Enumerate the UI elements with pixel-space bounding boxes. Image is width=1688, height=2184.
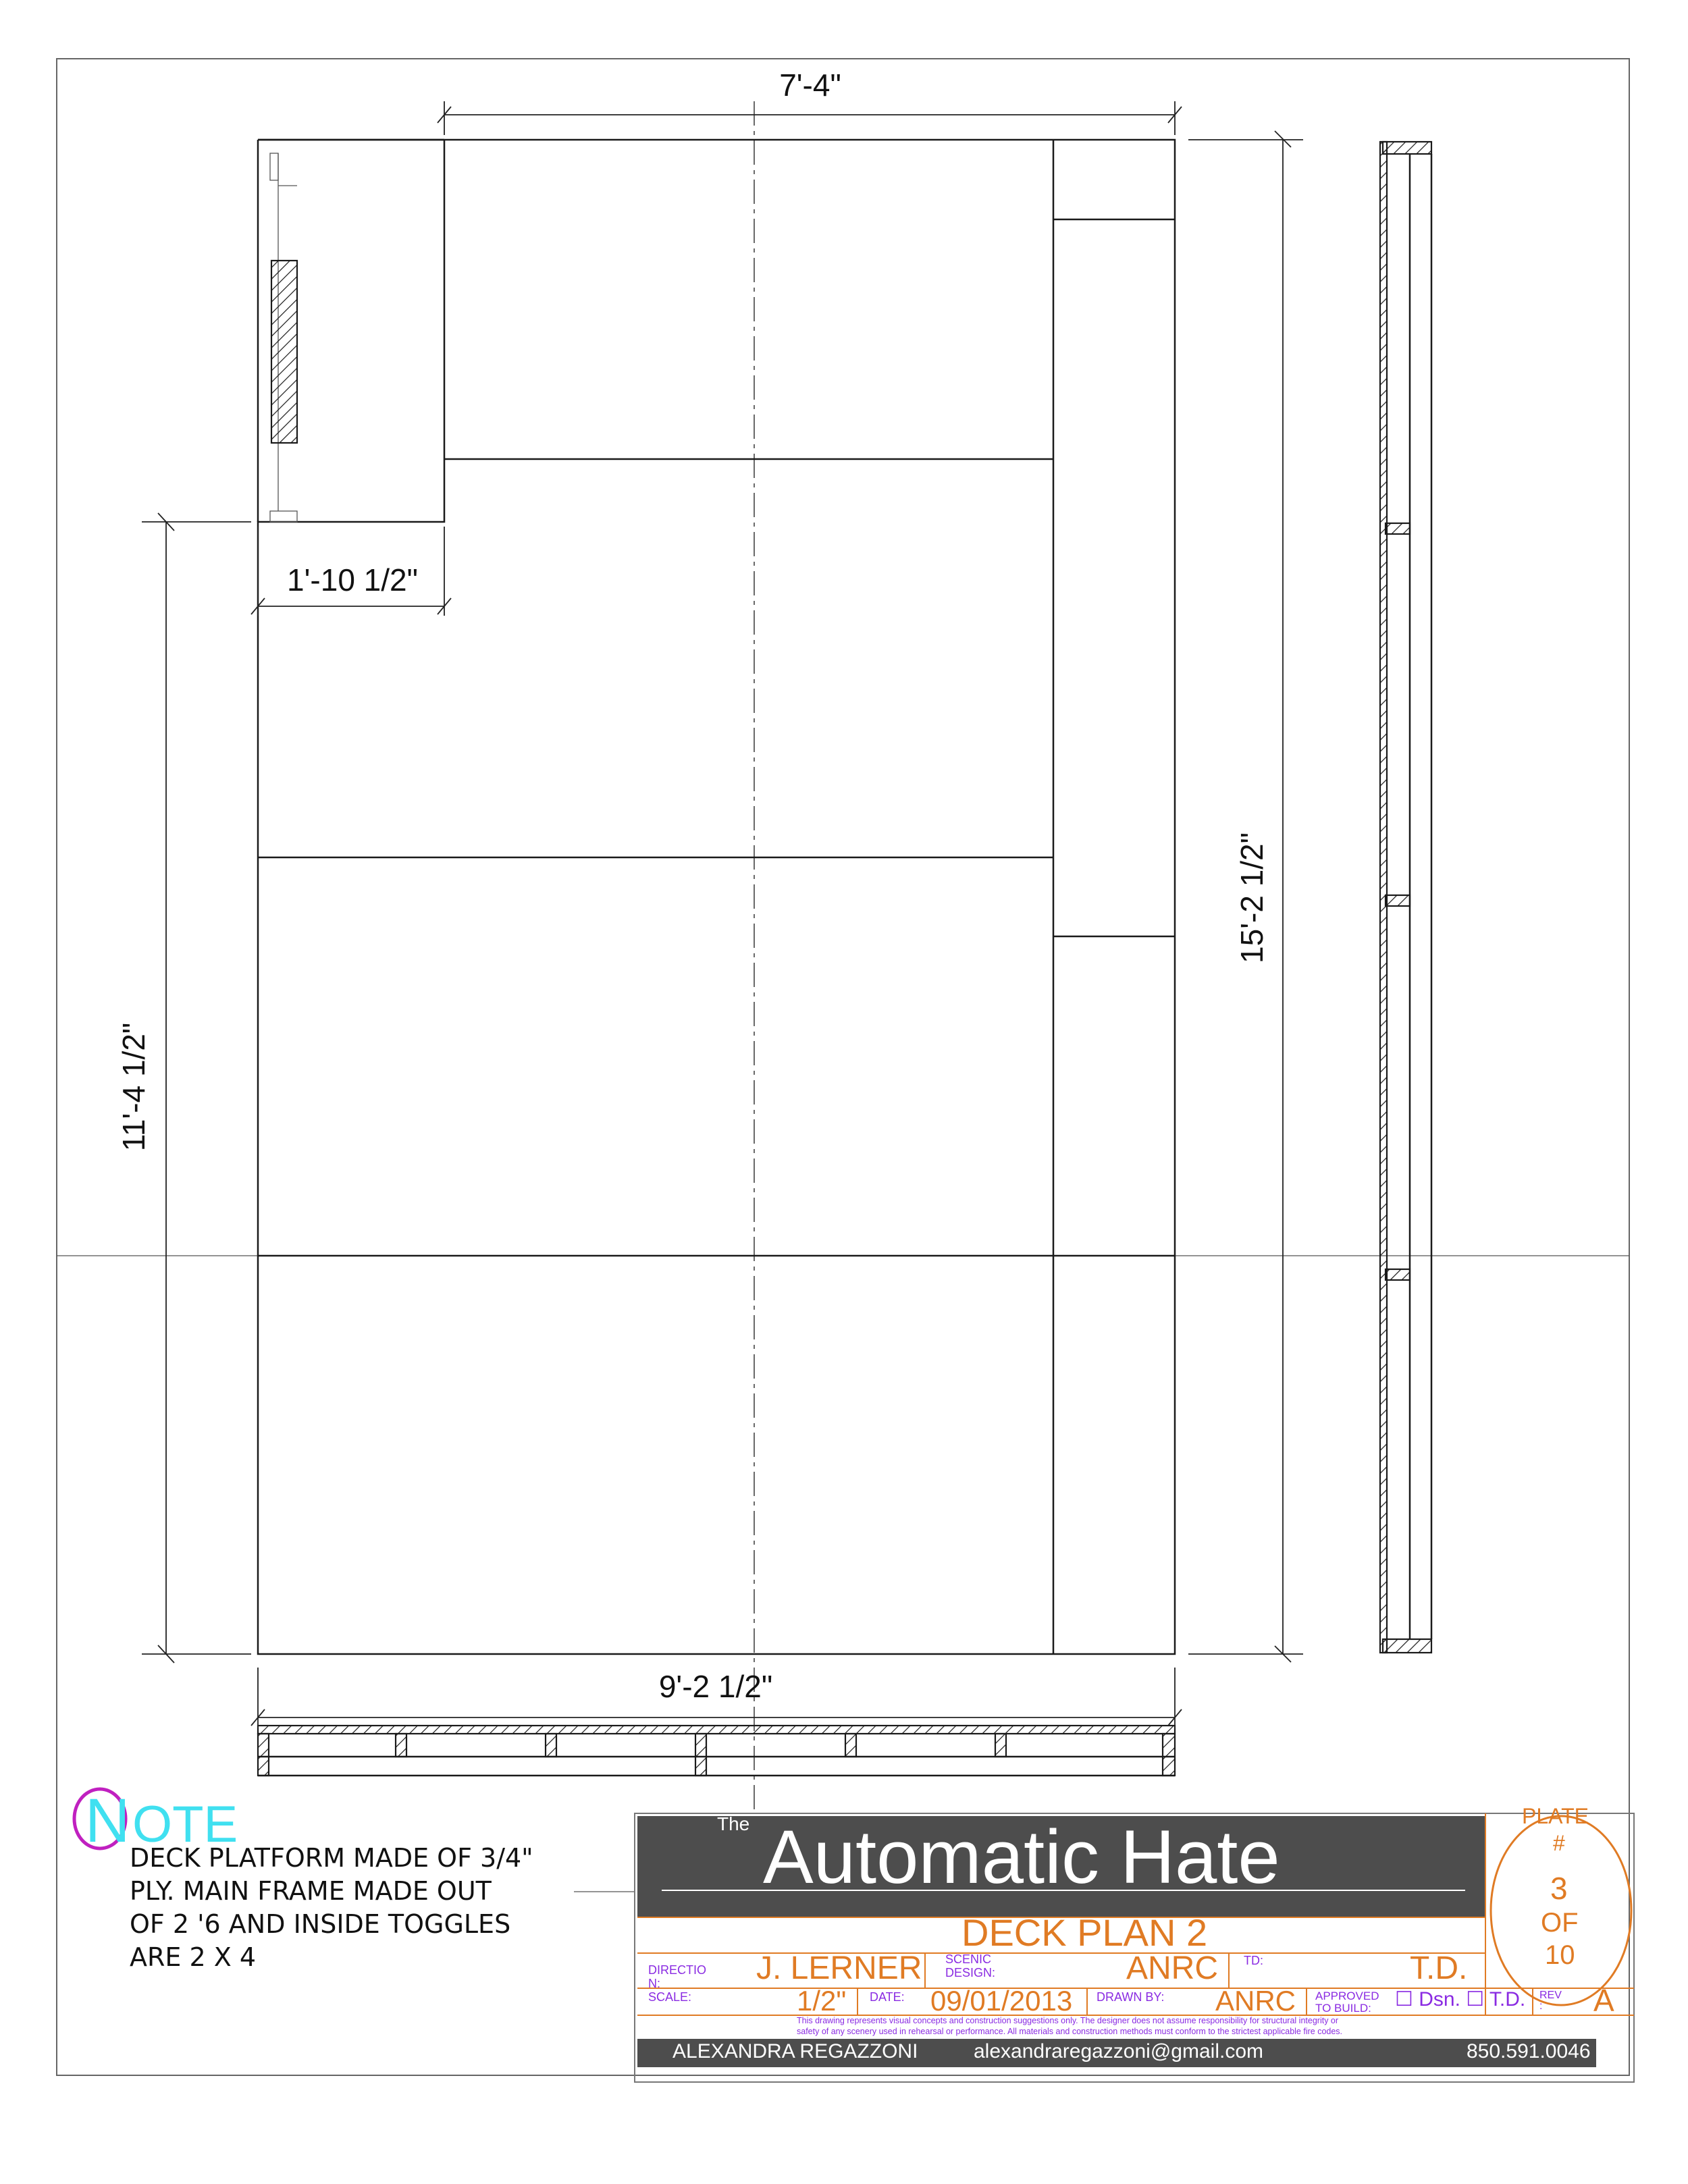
dimension-bottom-label: 9'-2 1/2" bbox=[658, 1669, 773, 1704]
stair-stringer bbox=[271, 261, 297, 443]
front-section-elevation bbox=[258, 1726, 1175, 1776]
dimension-top-label: 7'-4" bbox=[779, 68, 841, 103]
plate-number: 3 bbox=[1550, 1871, 1568, 1906]
disclaimer-line-2: safety of any scenery used in rehearsal or performance. All materials and construction methods must conform to the strictest applicable fire codes. bbox=[797, 2027, 1343, 2036]
scenic-value: ANRC bbox=[1126, 1950, 1219, 1986]
note-body bbox=[130, 1842, 562, 1974]
plate-of: OF bbox=[1541, 1908, 1579, 1938]
scenic-label: SCENIC DESIGN: bbox=[945, 1952, 996, 1979]
footer-phone: 850.591.0046 bbox=[1467, 2040, 1591, 2062]
approved-label: APPROVED TO BUILD: bbox=[1315, 1990, 1379, 2015]
direction-label: DIRECTIO N: bbox=[648, 1963, 707, 1990]
rev-value: A bbox=[1593, 1983, 1614, 2018]
date-label: DATE: bbox=[870, 1990, 905, 2004]
disclaimer-line-1: This drawing represents visual concepts and construction suggestions only. The designer does not assume responsibility for structural integrity or bbox=[797, 2016, 1339, 2025]
plate-hash: # bbox=[1553, 1831, 1565, 1855]
note-line-4: ARE 2 X 4 bbox=[130, 1942, 257, 1972]
note-title-rest: OTE bbox=[132, 1796, 238, 1853]
director-value: J. LERNER bbox=[756, 1950, 922, 1986]
scale-value: 1/2" bbox=[797, 1985, 847, 2017]
footer-email[interactable]: alexandraregazzoni@gmail.com bbox=[974, 2040, 1263, 2062]
plate-label: PLATE bbox=[1522, 1804, 1589, 1828]
dimension-right-label: 15'-2 1/2" bbox=[1234, 832, 1269, 963]
plate-total: 10 bbox=[1545, 1940, 1575, 1970]
approved-options[interactable]: ☐ Dsn. ☐ T.D. bbox=[1395, 1988, 1526, 2010]
note-line-2: PLY. MAIN FRAME MADE OUT bbox=[130, 1876, 492, 1906]
drawn-by-label: DRAWN BY: bbox=[1097, 1990, 1165, 2004]
note-line-3: OF 2 '6 AND INSIDE TOGGLES bbox=[130, 1909, 511, 1939]
td-value: T.D. bbox=[1410, 1950, 1468, 1986]
dimension-notch-label: 1'-10 1/2" bbox=[287, 562, 418, 597]
sheet-title: DECK PLAN 2 bbox=[961, 1911, 1208, 1954]
drawn-by-value: ANRC bbox=[1215, 1985, 1296, 2017]
footer-name: ALEXANDRA REGAZZONI bbox=[672, 2040, 918, 2062]
note-line-1: DECK PLATFORM MADE OF 3/4" bbox=[130, 1843, 533, 1873]
scale-label: SCALE: bbox=[648, 1990, 692, 2004]
td-label: TD: bbox=[1244, 1954, 1263, 1967]
note-title-letter: N bbox=[85, 1786, 130, 1855]
date-value: 09/01/2013 bbox=[930, 1985, 1073, 2017]
title-the: The bbox=[717, 1813, 750, 1834]
show-title: Automatic Hate bbox=[763, 1815, 1280, 1899]
rev-label: REV : bbox=[1539, 1990, 1562, 2012]
deck-plan bbox=[258, 140, 1175, 1654]
dimension-left-label: 11'-4 1/2" bbox=[116, 1022, 151, 1152]
side-section-elevation bbox=[1380, 142, 1431, 1653]
dimension-top bbox=[438, 101, 1182, 135]
dimension-left bbox=[142, 513, 251, 1663]
